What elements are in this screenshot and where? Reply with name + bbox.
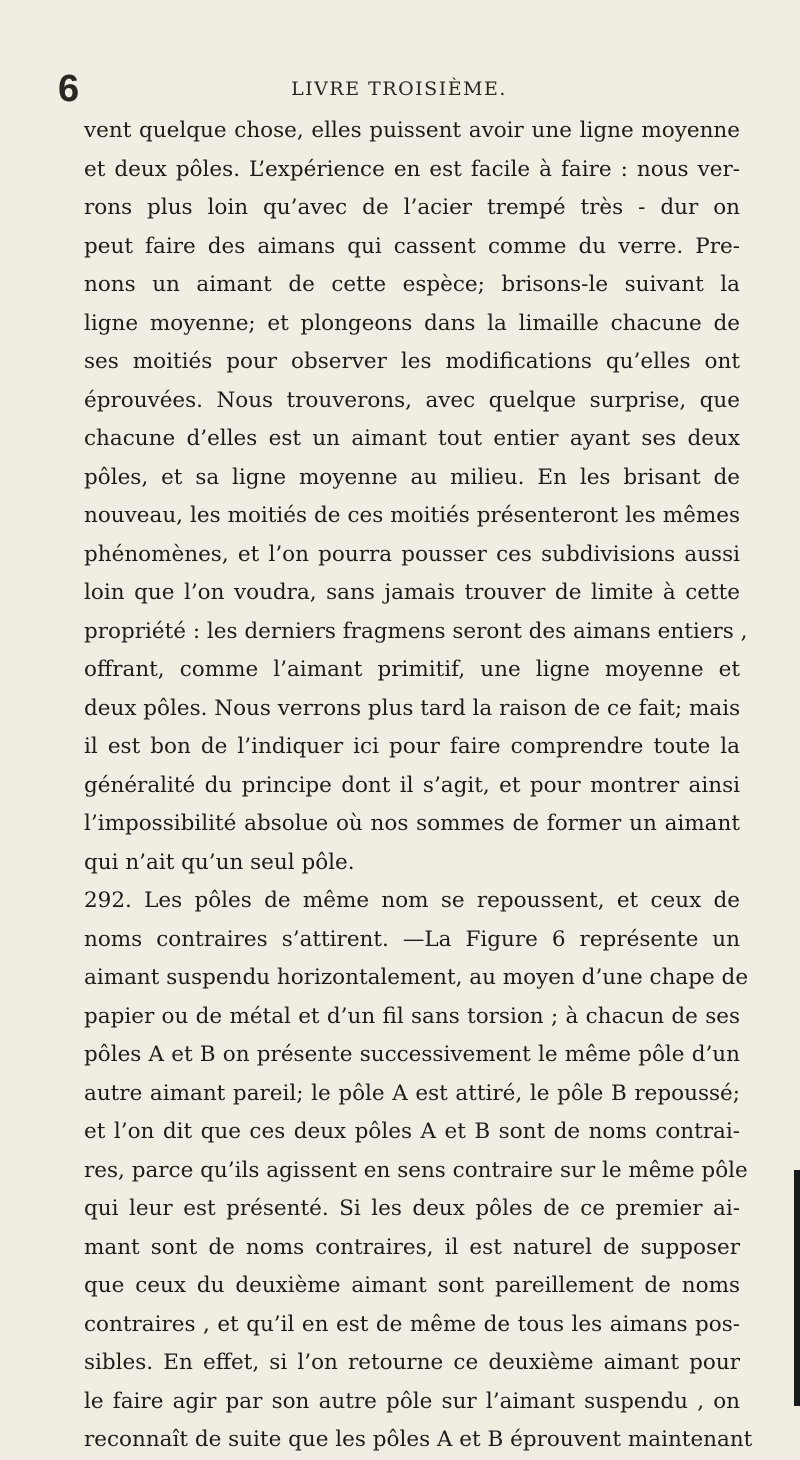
- text-line: éprouvées. Nous trouverons, avec quelque surprise, que: [84, 387, 740, 413]
- text-line: papier ou de métal et d’un fil sans torsion ; à chacun de ses: [84, 1003, 740, 1029]
- text-line: noms contraires s’attirent. —La Figure 6 représente un: [84, 926, 740, 952]
- text-line: sibles. En effet, si l’on retourne ce deuxième aimant pour: [84, 1350, 740, 1375]
- text-line: le faire agir par son autre pôle sur l’aimant suspendu , on: [84, 1388, 740, 1414]
- text-line: propriété : les derniers fragmens seront des aimans entiers ,: [84, 618, 748, 644]
- text-line: mant sont de noms contraires, il est naturel de supposer: [84, 1234, 740, 1260]
- running-head: LIVRE TROISIÈME.: [291, 78, 507, 100]
- text-line: ses moitiés pour observer les modifications qu’elles ont: [84, 349, 740, 374]
- text-line: ligne moyenne; et plongeons dans la limaille chacune de: [84, 310, 740, 336]
- text-line: pôles, et sa ligne moyenne au milieu. En les brisant de: [84, 464, 740, 490]
- page-number: 6: [58, 68, 80, 110]
- text-line: nons un aimant de cette espèce; brisons-le suivant la: [84, 272, 740, 297]
- text-line: reconnaît de suite que les pôles A et B éprouvent maintenant: [84, 1427, 753, 1452]
- text-line: autre aimant pareil; le pôle A est attiré, le pôle B repoussé;: [84, 1080, 740, 1106]
- text-line: offrant, comme l’aimant primitif, une ligne moyenne et: [84, 657, 740, 682]
- text-line: deux pôles. Nous verrons plus tard la raison de ce fait; mais: [84, 695, 741, 721]
- text-line: il est bon de l’indiquer ici pour faire comprendre toute la: [84, 734, 740, 759]
- page-header: [58, 68, 740, 112]
- text-line: chacune d’elles est un aimant tout entier ayant ses deux: [84, 426, 740, 451]
- text-line: nouveau, les moitiés de ces moitiés présenteront les mêmes: [84, 503, 740, 528]
- text-line: peut faire des aimans qui cassent comme du verre. Pre-: [84, 233, 740, 259]
- text-line: loin que l’on voudra, sans jamais trouver de limite à cette: [84, 580, 740, 605]
- text-line: et deux pôles. L’expérience en est facile à faire : nous ver-: [84, 156, 740, 182]
- text-line: 292. Les pôles de même nom se repoussent, et ceux de: [84, 888, 740, 913]
- text-line: qui leur est présenté. Si les deux pôles de ce premier ai-: [84, 1196, 740, 1221]
- body-text: [84, 112, 753, 1460]
- text-line: généralité du principe dont il s’agit, et pour montrer ainsi: [84, 772, 740, 798]
- text-line: vent quelque chose, elles puissent avoir une ligne moyenne: [84, 118, 740, 143]
- text-line: que ceux du deuxième aimant sont pareillement de noms: [84, 1273, 740, 1298]
- text-line: l’impossibilité absolue où nos sommes de former un aimant: [84, 811, 740, 836]
- page-edge-shadow: [794, 1170, 800, 1406]
- text-line: phénomènes, et l’on pourra pousser ces subdivisions aussi: [84, 541, 740, 567]
- text-line: aimant suspendu horizontalement, au moyen d’une chape de: [84, 965, 749, 990]
- text-line: qui n’ait qu’un seul pôle.: [84, 849, 355, 875]
- text-line: contraires , et qu’il en est de même de tous les aimans pos-: [84, 1311, 740, 1337]
- text-line: rons plus loin qu’avec de l’acier trempé très - dur on: [84, 195, 740, 220]
- text-line: res, parce qu’ils agissent en sens contraire sur le même pôle: [84, 1157, 748, 1183]
- text-line: pôles A et B on présente successivement le même pôle d’un: [84, 1042, 740, 1067]
- text-line: et l’on dit que ces deux pôles A et B sont de noms contrai-: [84, 1119, 740, 1144]
